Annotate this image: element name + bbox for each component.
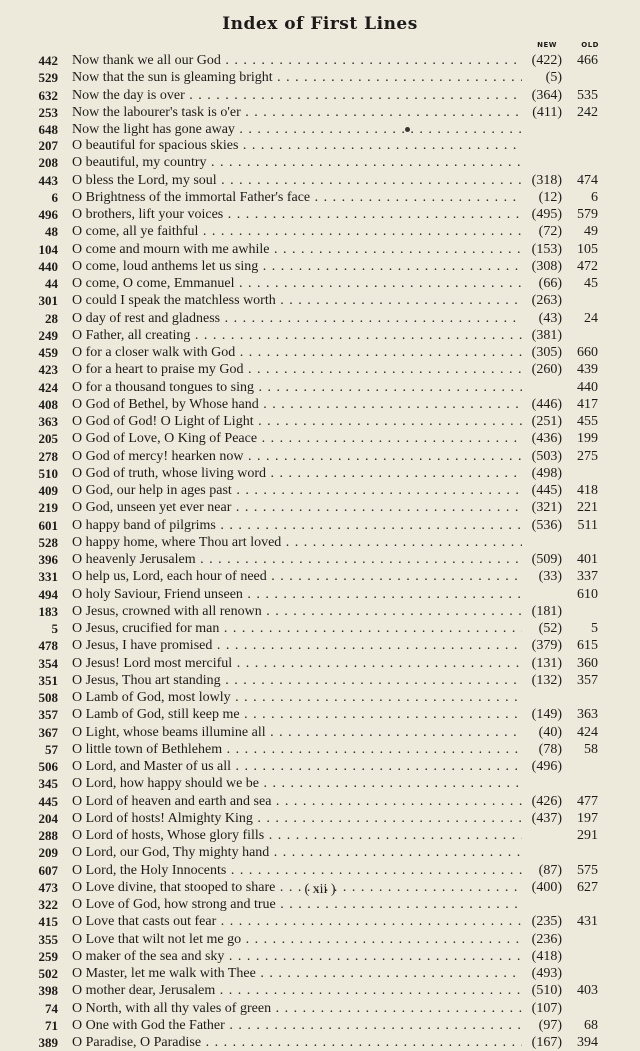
new-number: (43) bbox=[538, 310, 562, 326]
hymn-number: 259 bbox=[38, 948, 58, 964]
hymn-number: 204 bbox=[38, 810, 58, 826]
new-number: (181) bbox=[531, 603, 562, 619]
hymn-number: 6 bbox=[51, 189, 58, 205]
hymn-number: 396 bbox=[38, 552, 58, 567]
hymn-number: 502 bbox=[38, 966, 58, 981]
old-number: 275 bbox=[577, 448, 598, 464]
index-row bbox=[0, 741, 640, 758]
first-line-text: O brothers, lift your voices . . . bbox=[72, 206, 522, 223]
index-row bbox=[0, 689, 640, 706]
hymn-number: 473 bbox=[38, 879, 58, 895]
new-number: (235) bbox=[531, 914, 562, 930]
index-row bbox=[0, 223, 640, 240]
new-number: (66) bbox=[538, 276, 562, 291]
hymn-number: 459 bbox=[38, 345, 58, 360]
new-number: (510) bbox=[531, 983, 562, 999]
first-line-text: O Lord of hosts, Whose glory fills . . . bbox=[72, 827, 522, 844]
new-number: (5) bbox=[545, 70, 562, 86]
index-row bbox=[0, 965, 640, 982]
index-row bbox=[0, 517, 640, 534]
new-number: (321) bbox=[531, 500, 562, 516]
first-line-text: O beautiful, my country . . . bbox=[72, 154, 522, 171]
first-line-text: O God of God! O Light of Light . . . bbox=[72, 413, 522, 430]
new-number: (411) bbox=[532, 104, 562, 120]
first-line-text: O Lord, how happy should we be . . . bbox=[72, 775, 522, 792]
new-number: (78) bbox=[538, 741, 562, 757]
first-line-text: O God of mercy! hearken now . . . bbox=[72, 448, 522, 465]
index-row bbox=[0, 534, 640, 551]
first-line-text: Now the labourer's task is o'er . . . bbox=[72, 104, 522, 121]
hymn-number: 424 bbox=[38, 379, 58, 395]
first-line-text: O come, loud anthems let us sing . . . bbox=[72, 258, 522, 275]
new-number: (260) bbox=[531, 362, 562, 378]
old-number: 221 bbox=[577, 500, 598, 516]
hymn-number: 607 bbox=[38, 862, 58, 878]
old-number: 49 bbox=[584, 224, 598, 240]
index-row bbox=[0, 154, 640, 171]
new-number: (495) bbox=[531, 207, 562, 222]
first-line-text: Now the day is over . . . bbox=[72, 87, 522, 104]
first-line-text: O Lord of heaven and earth and sea . . . bbox=[72, 793, 522, 810]
hymn-number: 44 bbox=[45, 276, 58, 291]
old-number: 403 bbox=[577, 983, 598, 999]
first-line-text: O Father, all creating . . . bbox=[72, 327, 522, 344]
index-row bbox=[0, 758, 640, 775]
section-divider-dot bbox=[405, 127, 410, 132]
new-number: (263) bbox=[531, 293, 562, 309]
first-line-text: O for a closer walk with God . . . bbox=[72, 344, 522, 361]
new-number: (364) bbox=[531, 87, 562, 103]
new-number: (107) bbox=[531, 1000, 562, 1016]
hymn-number: 209 bbox=[38, 845, 58, 861]
new-number: (509) bbox=[531, 552, 562, 567]
hymn-number: 278 bbox=[38, 448, 58, 464]
hymn-number: 409 bbox=[38, 483, 58, 498]
hymn-number: 510 bbox=[38, 465, 58, 481]
old-number: 472 bbox=[577, 258, 598, 274]
index-row bbox=[0, 275, 640, 292]
first-line-text: O Love that casts out fear . . . bbox=[72, 913, 522, 930]
old-number: 418 bbox=[577, 483, 598, 498]
new-number: (308) bbox=[531, 258, 562, 274]
first-line-text: O come, all ye faithful . . . bbox=[72, 223, 522, 240]
first-line-text: O for a thousand tongues to sing . . . bbox=[72, 379, 522, 396]
old-number: 394 bbox=[577, 1035, 598, 1050]
old-column-header: OLD bbox=[581, 41, 599, 49]
hymn-number: 104 bbox=[38, 241, 58, 257]
index-row bbox=[0, 310, 640, 327]
first-line-text: O Master, let me walk with Thee . . . bbox=[72, 965, 522, 982]
first-line-text: O day of rest and gladness . . . bbox=[72, 310, 522, 327]
first-line-text: Now that the sun is gleaming bright . . . bbox=[72, 69, 522, 86]
new-number: (418) bbox=[531, 948, 562, 964]
index-row bbox=[0, 499, 640, 516]
hymn-number: 529 bbox=[38, 70, 58, 86]
hymn-number: 57 bbox=[45, 741, 58, 757]
index-row bbox=[0, 361, 640, 378]
new-number: (426) bbox=[531, 793, 562, 809]
first-line-text: O Jesus, Thou art standing . . . bbox=[72, 672, 522, 689]
index-row bbox=[0, 104, 640, 121]
old-number: 417 bbox=[577, 396, 598, 412]
first-line-text: O Jesus, crowned with all renown . . . bbox=[72, 603, 522, 620]
hymn-number: 440 bbox=[38, 258, 58, 274]
old-number: 360 bbox=[577, 655, 598, 671]
first-line-text: O Brightness of the immortal Father's face . . . bbox=[72, 189, 522, 206]
index-row bbox=[0, 206, 640, 223]
index-row bbox=[0, 724, 640, 741]
old-number: 68 bbox=[584, 1017, 598, 1033]
old-number: 291 bbox=[577, 828, 598, 843]
new-number: (40) bbox=[538, 724, 562, 740]
new-number: (305) bbox=[531, 345, 562, 360]
first-line-text: O Love of God, how strong and true . . . bbox=[72, 896, 522, 913]
first-line-text: O North, with all thy vales of green . . . bbox=[72, 1000, 522, 1017]
new-number: (149) bbox=[531, 707, 562, 723]
hymn-number: 207 bbox=[38, 138, 58, 153]
old-number: 466 bbox=[577, 53, 598, 68]
hymn-number: 398 bbox=[38, 983, 58, 999]
hymn-number: 363 bbox=[38, 414, 58, 429]
new-number: (52) bbox=[538, 621, 562, 636]
new-number: (132) bbox=[531, 672, 562, 688]
index-row bbox=[0, 172, 640, 189]
first-line-text: O heavenly Jerusalem . . . bbox=[72, 551, 522, 568]
new-number: (153) bbox=[531, 241, 562, 257]
hymn-number: 415 bbox=[38, 914, 58, 930]
index-row bbox=[0, 551, 640, 568]
index-section-now bbox=[0, 52, 640, 138]
index-row bbox=[0, 258, 640, 275]
index-section-o bbox=[0, 137, 640, 1051]
index-row bbox=[0, 396, 640, 413]
hymn-number: 389 bbox=[38, 1035, 58, 1050]
new-number: (12) bbox=[538, 189, 562, 205]
hymn-number: 357 bbox=[38, 707, 58, 723]
hymn-number: 648 bbox=[38, 122, 58, 137]
new-number: (446) bbox=[531, 396, 562, 412]
new-number: (251) bbox=[531, 414, 562, 429]
index-row bbox=[0, 844, 640, 861]
index-row bbox=[0, 241, 640, 258]
old-number: 363 bbox=[577, 707, 598, 723]
new-number: (422) bbox=[531, 53, 562, 68]
index-row bbox=[0, 448, 640, 465]
old-number: 24 bbox=[584, 310, 598, 326]
hymn-number: 442 bbox=[38, 53, 58, 68]
first-line-text: O Jesus! Lord most merciful . . . bbox=[72, 655, 522, 672]
new-number: (493) bbox=[531, 966, 562, 981]
hymn-number: 478 bbox=[38, 638, 58, 654]
index-row bbox=[0, 586, 640, 603]
old-number: 242 bbox=[577, 104, 598, 120]
hymn-number: 5 bbox=[51, 621, 58, 636]
old-number: 455 bbox=[577, 414, 598, 429]
hymn-number: 288 bbox=[38, 828, 58, 843]
old-number: 511 bbox=[577, 517, 598, 533]
hymn-number: 423 bbox=[38, 362, 58, 378]
first-line-text: O bless the Lord, my soul . . . bbox=[72, 172, 522, 189]
first-line-text: O happy home, where Thou art loved . . . bbox=[72, 534, 522, 551]
hymn-number: 208 bbox=[38, 155, 58, 171]
hymn-number: 632 bbox=[38, 87, 58, 103]
old-number: 58 bbox=[584, 741, 598, 757]
index-row bbox=[0, 1017, 640, 1034]
first-line-text: O Lamb of God, most lowly . . . bbox=[72, 689, 522, 706]
old-number: 575 bbox=[577, 862, 598, 878]
index-row bbox=[0, 655, 640, 672]
hymn-number: 249 bbox=[38, 327, 58, 343]
hymn-number: 331 bbox=[38, 569, 58, 585]
old-number: 579 bbox=[577, 207, 598, 222]
first-line-text: O God of Bethel, by Whose hand . . . bbox=[72, 396, 522, 413]
first-line-text: O beautiful for spacious skies . . . bbox=[72, 137, 522, 154]
first-line-text: O come, O come, Emmanuel . . . bbox=[72, 275, 522, 292]
new-number: (72) bbox=[538, 224, 562, 240]
new-number: (131) bbox=[531, 655, 562, 671]
index-row bbox=[0, 948, 640, 965]
first-line-text: O God, our help in ages past . . . bbox=[72, 482, 522, 499]
index-row bbox=[0, 1000, 640, 1017]
hymn-number: 508 bbox=[38, 690, 58, 705]
index-row bbox=[0, 793, 640, 810]
old-number: 357 bbox=[577, 672, 598, 688]
hymn-number: 528 bbox=[38, 534, 58, 550]
index-row bbox=[0, 327, 640, 344]
new-number: (97) bbox=[538, 1017, 562, 1033]
first-line-text: O mother dear, Jerusalem . . . bbox=[72, 982, 522, 999]
first-line-text: O Jesus, crucified for man . . . bbox=[72, 620, 522, 637]
new-number: (436) bbox=[531, 431, 562, 447]
index-row bbox=[0, 1034, 640, 1051]
index-row bbox=[0, 775, 640, 792]
hymn-number: 253 bbox=[38, 104, 58, 120]
old-number: 424 bbox=[577, 724, 598, 740]
old-number: 337 bbox=[577, 569, 598, 585]
index-row bbox=[0, 292, 640, 309]
index-row bbox=[0, 706, 640, 723]
new-number: (445) bbox=[531, 483, 562, 498]
first-line-text: O maker of the sea and sky . . . bbox=[72, 948, 522, 965]
hymn-number: 354 bbox=[38, 655, 58, 671]
index-row bbox=[0, 379, 640, 396]
new-number: (379) bbox=[531, 638, 562, 654]
first-line-text: O for a heart to praise my God . . . bbox=[72, 361, 522, 378]
index-row bbox=[0, 896, 640, 913]
first-line-text: O Lamb of God, still keep me . . . bbox=[72, 706, 522, 723]
old-number: 610 bbox=[577, 586, 598, 602]
hymn-number: 71 bbox=[45, 1017, 58, 1033]
first-line-text: O Love that wilt not let me go . . . bbox=[72, 931, 522, 948]
hymn-number: 205 bbox=[38, 431, 58, 447]
hymn-number: 48 bbox=[45, 224, 58, 240]
old-number: 440 bbox=[577, 379, 598, 395]
first-line-text: O Love divine, that stooped to share . . . bbox=[72, 879, 522, 896]
old-number: 105 bbox=[577, 241, 598, 257]
hymn-number: 408 bbox=[38, 396, 58, 412]
index-row bbox=[0, 603, 640, 620]
new-number: (381) bbox=[531, 327, 562, 343]
index-row bbox=[0, 413, 640, 430]
index-row bbox=[0, 69, 640, 86]
index-row bbox=[0, 189, 640, 206]
old-number: 197 bbox=[577, 810, 598, 826]
old-number: 6 bbox=[591, 189, 598, 205]
new-number: (437) bbox=[531, 810, 562, 826]
first-line-text: O holy Saviour, Friend unseen . . . bbox=[72, 586, 522, 603]
index-row bbox=[0, 137, 640, 154]
old-number: 660 bbox=[577, 345, 598, 360]
old-number: 45 bbox=[584, 276, 598, 291]
index-row bbox=[0, 862, 640, 879]
old-number: 474 bbox=[577, 172, 598, 188]
new-number: (167) bbox=[531, 1035, 562, 1050]
first-line-text: O Lord, our God, Thy mighty hand . . . bbox=[72, 844, 522, 861]
hymn-number: 322 bbox=[38, 897, 58, 912]
hymn-number: 351 bbox=[38, 672, 58, 688]
old-number: 5 bbox=[591, 621, 598, 636]
hymn-number: 301 bbox=[38, 293, 58, 309]
first-line-text: O happy band of pilgrims . . . bbox=[72, 517, 522, 534]
index-row bbox=[0, 982, 640, 999]
first-line-text: Now the light has gone away . . . bbox=[72, 121, 522, 138]
hymn-number: 367 bbox=[38, 724, 58, 740]
page-title: Index of First Lines bbox=[222, 14, 418, 34]
index-row bbox=[0, 672, 640, 689]
hymn-number: 183 bbox=[38, 603, 58, 619]
index-row bbox=[0, 430, 640, 447]
index-row bbox=[0, 482, 640, 499]
index-row bbox=[0, 568, 640, 585]
index-row bbox=[0, 637, 640, 654]
hymn-number: 28 bbox=[45, 310, 58, 326]
first-line-text: O Paradise, O Paradise . . . bbox=[72, 1034, 522, 1051]
hymn-number: 496 bbox=[38, 207, 58, 222]
old-number: 439 bbox=[577, 362, 598, 378]
index-row bbox=[0, 810, 640, 827]
first-line-text: O Lord, and Master of us all . . . bbox=[72, 758, 522, 775]
old-number: 535 bbox=[577, 87, 598, 103]
hymn-number: 494 bbox=[38, 586, 58, 602]
hymn-number: 443 bbox=[38, 172, 58, 188]
old-number: 477 bbox=[577, 793, 598, 809]
new-number: (87) bbox=[538, 862, 562, 878]
first-line-text: O God of truth, whose living word . . . bbox=[72, 465, 522, 482]
page-number: ( xii ) bbox=[304, 882, 336, 897]
hymn-number: 355 bbox=[38, 931, 58, 947]
new-number: (400) bbox=[531, 879, 562, 895]
new-number: (503) bbox=[531, 448, 562, 464]
new-number: (236) bbox=[531, 931, 562, 947]
old-number: 627 bbox=[577, 879, 598, 895]
new-number: (318) bbox=[531, 172, 562, 188]
index-row bbox=[0, 931, 640, 948]
hymn-number: 601 bbox=[38, 517, 58, 533]
hymn-number: 445 bbox=[38, 793, 58, 809]
first-line-text: O Lord of hosts! Almighty King . . . bbox=[72, 810, 522, 827]
first-line-text: Now thank we all our God . . . bbox=[72, 52, 522, 69]
first-line-text: O Light, whose beams illumine all . . . bbox=[72, 724, 522, 741]
new-number: (536) bbox=[531, 517, 562, 533]
index-row bbox=[0, 87, 640, 104]
hymn-number: 506 bbox=[38, 759, 58, 774]
hymn-number: 345 bbox=[38, 776, 58, 792]
new-number: (33) bbox=[538, 569, 562, 585]
old-number: 431 bbox=[577, 914, 598, 930]
index-row bbox=[0, 465, 640, 482]
index-row bbox=[0, 827, 640, 844]
first-line-text: O Lord, the Holy Innocents . . . bbox=[72, 862, 522, 879]
index-row bbox=[0, 121, 640, 138]
old-number: 401 bbox=[577, 552, 598, 567]
hymn-number: 219 bbox=[38, 500, 58, 516]
first-line-text: O God of Love, O King of Peace . . . bbox=[72, 430, 522, 447]
new-number: (496) bbox=[531, 759, 562, 774]
old-number: 615 bbox=[577, 638, 598, 654]
hymn-number: 74 bbox=[45, 1000, 58, 1016]
new-number: (498) bbox=[531, 465, 562, 481]
first-line-text: O God, unseen yet ever near . . . bbox=[72, 499, 522, 516]
first-line-text: O could I speak the matchless worth . . . bbox=[72, 292, 522, 309]
first-line-text: O help us, Lord, each hour of need . . . bbox=[72, 568, 522, 585]
index-row bbox=[0, 344, 640, 361]
index-row bbox=[0, 913, 640, 930]
first-line-text: O Jesus, I have promised . . . bbox=[72, 637, 522, 654]
new-column-header: NEW bbox=[537, 41, 557, 49]
index-row bbox=[0, 52, 640, 69]
old-number: 199 bbox=[577, 431, 598, 447]
first-line-text: O come and mourn with me awhile . . . bbox=[72, 241, 522, 258]
first-line-text: O One with God the Father . . . bbox=[72, 1017, 522, 1034]
index-row bbox=[0, 620, 640, 637]
first-line-text: O little town of Bethlehem . . . bbox=[72, 741, 522, 758]
